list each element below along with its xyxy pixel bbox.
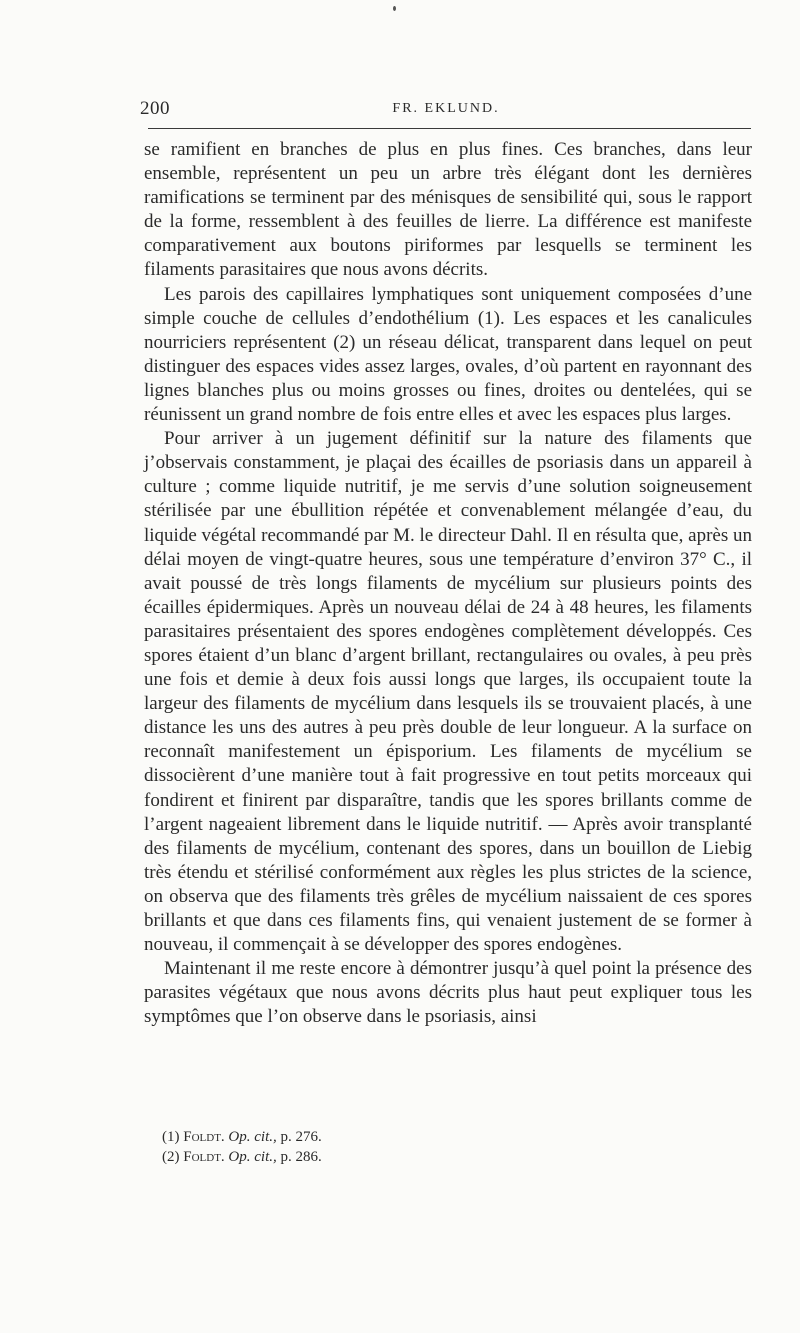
page-number: 200 <box>140 98 170 119</box>
header-rule <box>148 128 751 129</box>
footnote-mark: (1) <box>162 1129 180 1145</box>
footnote-page: p. 276. <box>280 1129 322 1145</box>
running-head: FR. EKLUND. <box>392 101 500 116</box>
paragraph: se ramifient en branches de plus en plus fines. Ces branches, dans leur ensemble, représentent un peu un arbre très élégant dont les dernières ramifications se terminent par des ménisques de sensibilité qui, sous le rapport de la forme, ressemblent à des feuilles de lierre. La différence est manifeste comparativement aux boutons piriformes par lesquells se terminent les filaments parasitaires que nous avons décrits. <box>144 139 752 281</box>
paragraph: Les parois des capillaires lymphatiques sont uniquement composées d’une simple couche de cellules d’endothélium (1). Les espaces et les canalicules nourriciers représentent (2) un réseau délicat, transparent dans lequel on peut distinguer des espaces vides assez larges, ovales, d’où partent en rayonnant des lignes blanches plus ou moins grosses ou fines, droites ou dentelées, qui se réunissent un grand nombre de fois entre elles et avec les espaces plus larges. <box>144 283 752 426</box>
footnote <box>162 1147 752 1167</box>
footnote-mark: (2) <box>162 1149 180 1165</box>
footnote-source: Op. cit., <box>228 1129 277 1145</box>
paragraph: Maintenant il me reste encore à démontrer jusqu’à quel point la présence des parasites végétaux que nous avons décrits plus haut peut expliquer tous les symptômes que l’on observe dans le psoriasis, ainsi <box>144 958 752 1028</box>
ink-speck <box>393 6 396 11</box>
footnote-author: Foldt. <box>183 1149 225 1165</box>
footnote-page: p. 286. <box>280 1149 322 1165</box>
footnote-author: Foldt. <box>183 1129 225 1145</box>
footnote-source: Op. cit., <box>228 1149 277 1165</box>
body-text <box>144 138 752 1029</box>
paragraph: Pour arriver à un jugement définitif sur la nature des filaments que j’observais constamment, je plaçai des écailles de psoriasis dans un appareil à culture ; comme liquide nutritif, je me servis d’une solution soigneusement stérilisée par une ébullition répétée et convenablement mélangée d’eau, du liquide végétal recommandé par M. le directeur Dahl. Il en résulta que, après un délai moyen de vingt-quatre heures, sous une température d’environ 37° C., il avait poussé de très longs filaments de mycélium sur plusieurs points des écailles épidermiques. Après un nouveau délai de 24 à 48 heures, les filaments parasitaires présentaient des spores endogènes complètement développés. Ces spores étaient d’un blanc d’argent brillant, rectangulaires ou ovales, à peu près une fois et demie à deux fois aussi longs que larges, ils occupaient toute la largeur des filaments de mycélium dans lesquels ils se trouvaient placés, à une distance les uns des autres à peu près double de leur longueur. A la surface on reconnaît manifestement un épisporium. Les filaments de mycélium se dissocièrent d’une manière tout à fait progressive en tout petits morceaux qui fondirent et finirent par disparaître, tandis que les spores brillants comme de l’argent nageaient librement dans le liquide nutritif. — Après avoir transplanté des filaments de mycélium, contenant des spores, dans un bouillon de Liebig très étendu et stérilisé conformément aux règles les plus strictes de la science, on observa que des filaments très grêles de mycélium naissaient de ces spores brillants et que dans ces filaments fins, qui venaient justement de se former à nouveau, il commençait à se développer des spores endogènes. <box>144 428 752 956</box>
footnote <box>162 1127 752 1147</box>
page-header <box>140 98 752 122</box>
footnotes <box>162 1127 752 1167</box>
